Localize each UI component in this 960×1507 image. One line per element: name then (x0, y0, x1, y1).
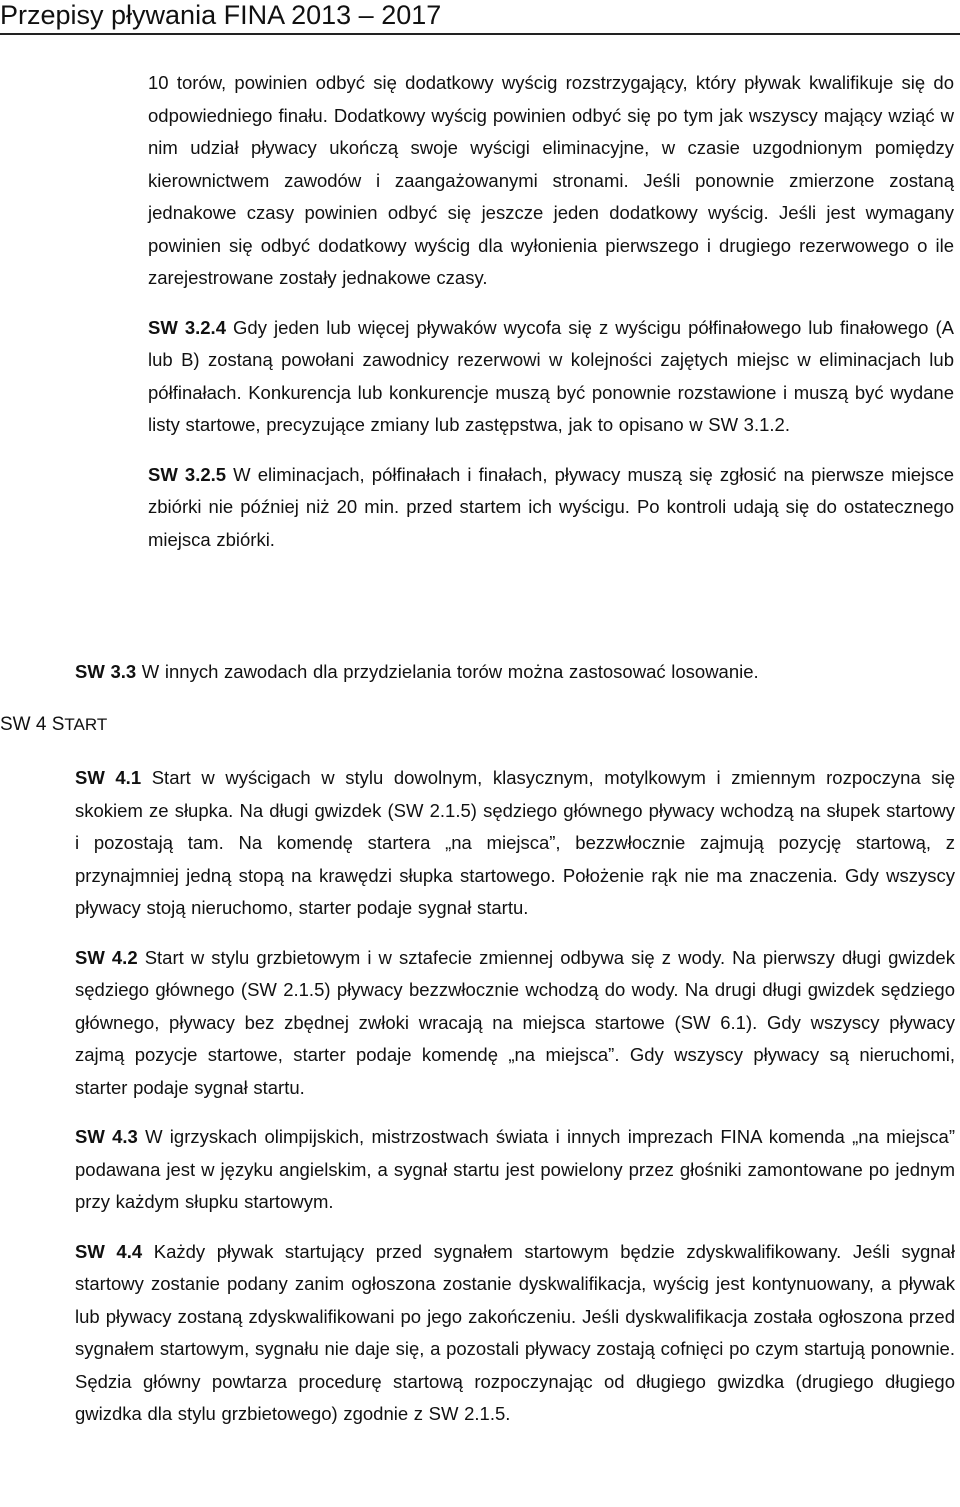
indented-block (148, 67, 954, 556)
paragraph-text: Start w wyścigach w stylu dowolnym, klasycznym, motylkowym i zmiennym rozpoczyna się skokiem ze słupka. Na długi gwizdek (SW 2.1.5) sędziego głównego pływacy wchodzą na słupek startowy i pozostają tam. Na komendę startera „na miejsca”, bezzwłocznie zajmują pozycję startową, z przynajmniej jedną stopą na krawędzi słupka startowego. Położenie rąk nie ma znaczenia. Gdy wszyscy pływacy stoją nieruchomo, starter podaje sygnał startu. (75, 767, 955, 918)
paragraph-sw-3-2-5 (148, 459, 954, 557)
rule-number: SW 4.3 (75, 1126, 138, 1147)
paragraph-text: Gdy jeden lub więcej pływaków wycofa się z wyścigu półfinałowego lub finałowego (A lub B) zostaną powołani zawodnicy rezerwowi w kolejności zajętych miejsc w eliminacjach lub półfinałach. Konkurencja lub konkurencje muszą być ponownie rozstawione i muszą być wydane listy startowe, precyzujące zmiany lub zastępstwa, jak to opisano w SW 3.1.2. (148, 316, 954, 435)
paragraph-sw-4-1 (75, 762, 955, 925)
rule-number: SW 4.4 (75, 1240, 143, 1262)
rule-number: SW 3.3 (75, 661, 137, 682)
paragraph-text: W igrzyskach olimpijskich, mistrzostwach świata i innych imprezach FINA komenda „na miejsca” podawana jest w języku angielskim, a sygnał startu jest powielony przez głośniki zamontowane po jednym przy każdym słupku startowym. (75, 1126, 955, 1212)
paragraph-text: 10 torów, powinien odbyć się dodatkowy wyścig rozstrzygający, który pływak kwalifikuje się do odpowiedniego finału. Dodatkowy wyścig powinien odbyć się po tym jak wszyscy mający wziąć w nim udział pływacy ukończą swoje wyścigi eliminacyjne, w czasie uzgodnionym pomiędzy kierownictwem zawodów i zaangażowanymi stronami. Jeśli ponownie zmierzone zostaną jednakowe czasy powinien odbyć się jeszcze jeden dodatkowy wyścig. Jeśli jest wymagany powinien się odbyć dodatkowy wyścig dla wyłonienia pierwszego i drugiego rezerwowego o ile zarejestrowane zostały jednakowe czasy. (148, 72, 954, 288)
rule-number: SW 3.2.4 (148, 316, 226, 338)
paragraph-sw-3-2-4 (148, 312, 954, 442)
rule-number: SW 4.2 (75, 946, 138, 968)
rule-number: SW 3.2.5 (148, 463, 227, 485)
section-heading-rest: TART (64, 715, 108, 734)
document-title: Przepisy pływania FINA 2013 – 2017 (0, 0, 442, 30)
paragraph-text: Start w stylu grzbietowym i w sztafecie zmiennej odbywa się z wody. Na pierwszy długi gwizdek sędziego głównego (SW 2.1.5) pływacy bezzwłocznie wchodzą do wody. Na drugi długi gwizdek sędziego głównego, pływacy bez zbędnej zwłoki wracają na miejsca startowe (SW 6.1). Gdy wszyscy pływacy zajmą pozycje startowe, starter podaje komendę „na miejsca”. Gdy wszyscy pływacy są nieruchomi, starter podaje sygnał startu. (75, 946, 955, 1098)
paragraph-text: W innych zawodach dla przydzielania torów można zastosować losowanie. (136, 661, 759, 682)
paragraph-continuation (148, 67, 954, 295)
paragraph-text: W eliminacjach, półfinałach i finałach, pływacy muszą się zgłosić na pierwsze miejsce zbiórki nie później niż 20 min. przed startem ich wyścigu. Po kontroli udają się do ostatecznego miejsca zbiórki. (148, 463, 954, 550)
section-heading-prefix: SW 4 S (0, 714, 65, 735)
paragraph-sw-4-2 (75, 942, 955, 1105)
paragraph-sw-4-4 (75, 1236, 955, 1431)
page-header (0, 0, 960, 35)
paragraph-sw-3-3 (75, 656, 955, 689)
rule-number: SW 4.1 (75, 767, 142, 788)
paragraph-text: Każdy pływak startujący przed sygnałem startowym będzie zdyskwalifikowany. Jeśli sygnał startowy zostanie podany zanim ogłoszona zostanie dyskwalifikacja, wyścig jest kontynuowany, a pływak lub pływacy zostaną zdyskwalifikowani po jego zakończeniu. Jeśli dyskwalifikacja została ogłoszona przed sygnałem startowym, sygnału nie daje się, a pozostali pływacy zostają cofnięci po czym startują ponownie. Sędzia główny powtarza procedurę startową rozpoczynając od długiego gwizdka (drugiego długiego gwizdka dla stylu grzbietowego) zgodnie z SW 2.1.5. (75, 1240, 955, 1424)
paragraph-sw-4-3 (75, 1121, 955, 1219)
section-heading (0, 712, 107, 738)
section-body (75, 762, 955, 1431)
